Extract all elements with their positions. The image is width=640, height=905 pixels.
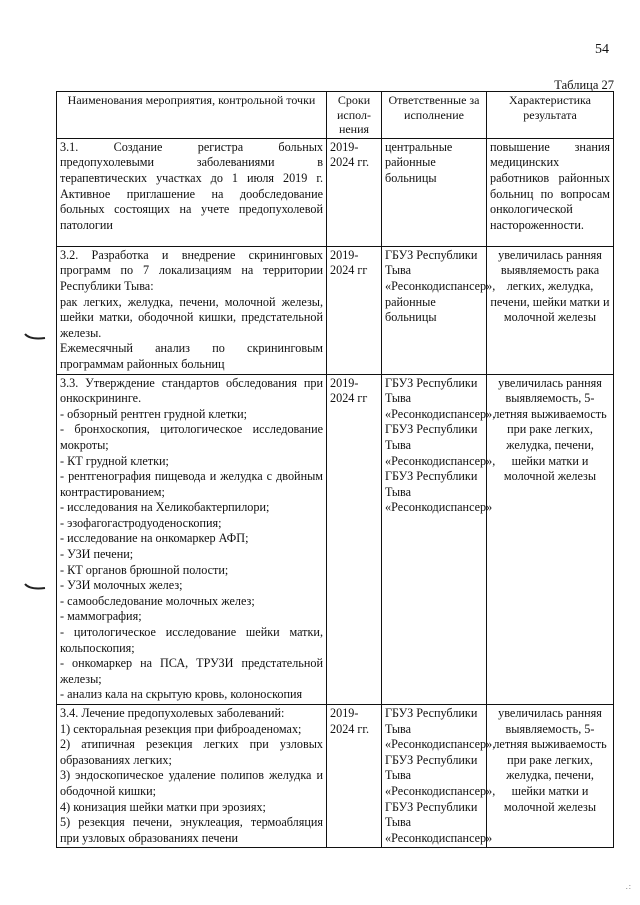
result-cell: увеличилась ранняя выявляемость, 5-летняя выживаемость при раке легких, желудка, печени, шейки матки и молочной железы [487, 705, 614, 848]
term-cell: 2019-2024 гг [327, 246, 382, 374]
measure-item: - анализ кала на скрытую кровь, колоноскопия [60, 687, 303, 702]
measure-item: - УЗИ молочных желез; [60, 578, 183, 593]
page-number: 54 [595, 42, 609, 57]
measure-item: 3) эндоскопическое удаление полипов желудка и ободочной кишки; [60, 768, 323, 798]
measure-item: - исследование на онкомаркер АФП; [60, 531, 249, 546]
responsible-cell: центральные районные больницы [382, 138, 487, 246]
term-cell: 2019-2024 гг. [327, 138, 382, 246]
measure-cell [57, 246, 327, 374]
table-row [57, 138, 614, 246]
measure-item: - онкомаркер на ПСА, ТРУЗИ предстательной железы; [60, 656, 323, 686]
measure-title: 3.3. Утверждение стандартов обследования при онкоскрининге. [60, 375, 323, 406]
term-cell: 2019-2024 гг. [327, 705, 382, 848]
measure-item: - исследования на Хеликобактерпилори; [60, 500, 270, 515]
table-row [57, 374, 614, 704]
measure-cell [57, 138, 327, 246]
measure-title: 3.1. Создание регистра больных предопухолевыми заболеваниями в терапевтических участках до 1 июля 2019 г. Активное приглашение на дообследование больных состоящих на учете предопухолевой патологии [60, 139, 323, 232]
measure-item: - КТ грудной клетки; [60, 453, 169, 468]
result-cell: увеличилась ранняя выявляемость рака легких, желудка, печени, шейки матки и молочной железы [487, 246, 614, 374]
table-caption: Таблица 27 [554, 78, 614, 92]
measure-item: - УЗИ печени; [60, 547, 134, 562]
measures-table [56, 91, 614, 848]
measure-item: - обзорный рентген грудной клетки; [60, 406, 247, 421]
binding-mark-icon [24, 333, 46, 341]
measure-item: 4) конизация шейки матки при эрозиях; [60, 799, 266, 814]
measure-item: - рентгенография пищевода и желудка с двойным контрастированием; [60, 469, 323, 499]
measure-title: 3.2. Разработка и внедрение скрининговых программ по 7 локализациям на территории Республики Тыва: [60, 247, 323, 293]
measure-item: Ежемесячный анализ по скрининговым программам районных больниц [60, 341, 323, 371]
measure-item: 2) атипичная резекция легких при узловых образованиях легких; [60, 737, 323, 767]
result-cell: увеличилась ранняя выявляемость, 5-летняя выживаемость при раке легких, желудка, печени, шейки матки и молочной железы [487, 374, 614, 704]
responsible-cell: ГБУЗ Республики Тыва «Ресонкодиспансер», ГБУЗ Республики Тыва «Ресонкодиспансер», ГБУЗ Республики Тыва «Ресонкодиспансер» [382, 374, 487, 704]
header-result: Характеристика результата [487, 92, 614, 139]
result-cell: повышение знания медицинских работников районных больниц по вопросам онкологической настороженности. [487, 138, 614, 246]
table-header-row [57, 92, 614, 139]
header-term: Сроки исполнения [327, 92, 382, 139]
table-row [57, 246, 614, 374]
measure-cell [57, 374, 327, 704]
measure-item: - маммография; [60, 609, 142, 624]
binding-mark-icon [24, 583, 46, 591]
table-row [57, 705, 614, 848]
measure-item: - самообследование молочных желез; [60, 593, 255, 608]
header-measure-name: Наименования мероприятия, контрольной точки [57, 92, 327, 139]
measure-item: - эзофагогастродуоденоскопия; [60, 515, 222, 530]
scan-noise-icon: .: [625, 882, 632, 891]
responsible-cell: ГБУЗ Республики Тыва «Ресонкодиспансер», ГБУЗ Республики Тыва «Ресонкодиспансер», ГБУЗ Республики Тыва «Ресонкодиспансер» [382, 705, 487, 848]
measure-item: рак легких, желудка, печени, молочной железы, шейки матки, ободочной кишки, предстательной железы. [60, 294, 323, 340]
measure-item: - бронхоскопия, цитологическое исследование мокроты; [60, 422, 323, 452]
measure-cell [57, 705, 327, 848]
measure-item: 1) секторальная резекция при фиброаденомах; [60, 721, 302, 736]
responsible-cell: ГБУЗ Республики Тыва «Ресонкодиспансер», районные больницы [382, 246, 487, 374]
header-responsible: Ответственные за исполнение [382, 92, 487, 139]
measure-item: - цитологическое исследование шейки матки, кольпоскопия; [60, 625, 323, 655]
measure-title: 3.4. Лечение предопухолевых заболеваний: [60, 706, 285, 720]
measure-item: 5) резекция печени, энуклеация, термоабляция при узловых образованиях печени [60, 815, 323, 845]
term-cell: 2019-2024 гг [327, 374, 382, 704]
measure-item: - КТ органов брюшной полости; [60, 562, 229, 577]
